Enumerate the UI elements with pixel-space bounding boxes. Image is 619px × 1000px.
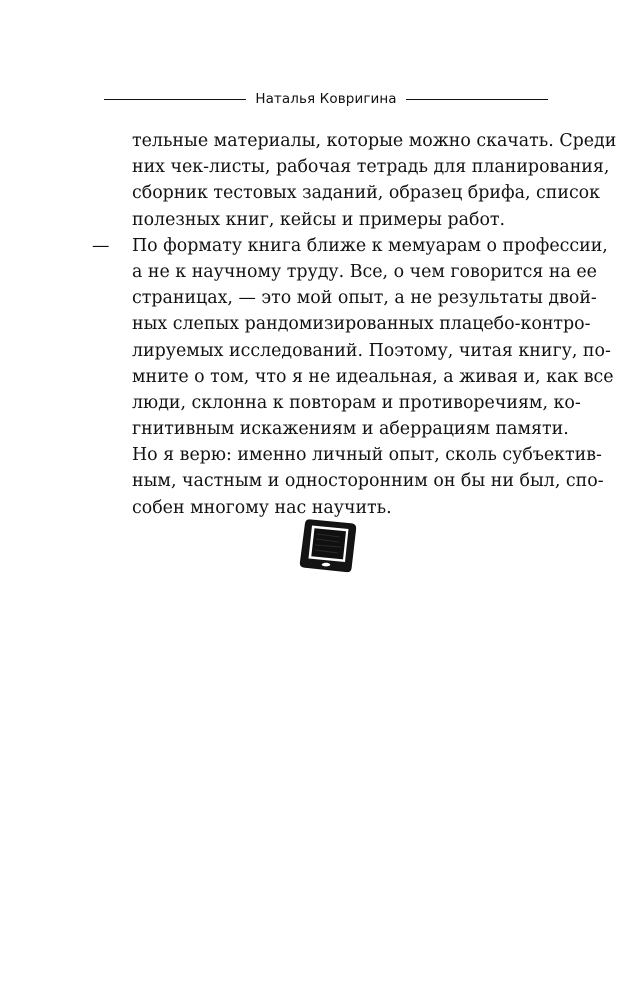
text-line: них чек-листы, рабочая тетрадь для планирования,	[132, 157, 610, 178]
text-line: люди, склонна к повторам и противоречиям, ко-	[132, 392, 581, 413]
tablet-icon	[298, 516, 360, 576]
header-rule-right	[406, 99, 548, 100]
text-line: собен многому нас научить.	[132, 497, 392, 518]
text-line: тельные материалы, которые можно скачать. Среди	[132, 131, 617, 151]
text-line: По формату книга ближе к мемуарам о профессии,	[132, 235, 608, 256]
text-line: а не к научному труду. Все, о чем говорится на ее	[132, 261, 597, 282]
text-line: ным, частным и односторонним он бы ни был, спо-	[132, 471, 604, 492]
text-line: гнитивным искажениям и аберрациям памяти.	[132, 419, 569, 440]
text-line: лируемых исследований. Поэтому, читая книгу, по-	[132, 340, 611, 361]
header-rule-left	[104, 99, 246, 100]
list-item-line	[90, 233, 608, 259]
list-dash: —	[92, 235, 110, 256]
text-line: полезных книг, кейсы и примеры работ.	[132, 209, 506, 230]
text-line: мните о том, что я не идеальная, а живая и, как все	[132, 366, 614, 387]
text-line: сборник тестовых заданий, образец брифа, список	[132, 183, 601, 204]
text-line: страницах, — это мой опыт, а не результаты двой-	[132, 288, 597, 309]
author-name: Наталья Ковригина	[255, 91, 397, 107]
text-line: Но я верю: именно личный опыт, сколь субъектив-	[132, 445, 602, 466]
running-head	[104, 88, 548, 110]
body-text	[90, 128, 617, 521]
text-line: ных слепых рандомизированных плацебо-контро-	[132, 314, 591, 335]
